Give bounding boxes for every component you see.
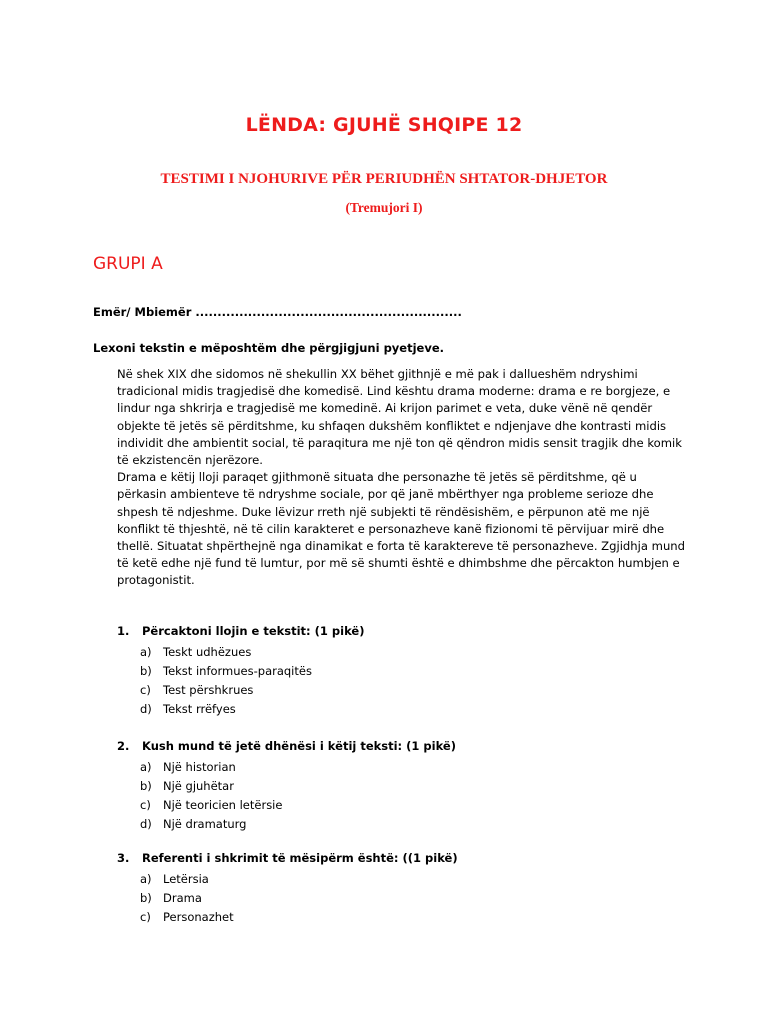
option-letter: b) [140,664,152,678]
passage-line: Në shek XIX dhe sidomos në shekullin XX bëhet gjithnjë e më pak i dallueshëm ndryshimi [117,367,638,381]
passage-line: përkasin ambienteve të ndryshme sociale, por që janë mbërthyer nga probleme serioze dhe [117,487,654,502]
subject-title: LËNDA: GJUHË SHQIPE 12 [245,114,523,136]
question-text: Përcaktoni llojin e tekstit: (1 pikë) [142,624,365,638]
question-text: Referenti i shkrimit të mësipërm është: ((1 pikë) [142,851,458,865]
passage-line: Drama e këtij lloji paraqet gjithmonë situata dhe personazhe të jetës së përditshme, që u [117,470,637,485]
instruction-text: Lexoni tekstin e mëposhtëm dhe përgjigjuni pyetjeve. [93,341,444,355]
question-number: 3. [117,851,130,865]
passage-line: shpesh të ndjeshme. Duke lëvizur rreth një subjekti të rëndësishëm, e përpunon atë me një [117,504,650,519]
option-letter: c) [140,683,151,697]
option-text: Personazhet [163,910,234,924]
option-letter: a) [140,760,152,774]
option-letter: b) [140,779,152,793]
option-letter: c) [140,798,151,812]
passage-line: të ekzistencën njerëzore. [117,453,263,468]
option-letter: c) [140,910,151,924]
question-number: 2. [117,739,130,753]
reading-passage [117,366,697,590]
option-letter: a) [140,872,152,886]
group-label: GRUPI A [93,254,163,274]
option-text: Tekst informues-paraqitës [163,664,312,678]
option-text: Letërsia [163,872,209,886]
option-text: Një teoricien letërsie [163,798,283,812]
option-text: Teskt udhëzues [163,645,252,659]
passage-line: individit dhe ambientit social, të paraqitura me një ton që qëndron midis sensit tragjik dhe komik [117,435,682,450]
passage-line: protagonistit. [117,573,195,588]
option-text: Një dramaturg [163,817,247,831]
option-text: Test përshkrues [163,683,254,697]
option-letter: d) [140,817,152,831]
passage-line: të ketë edhe një fund të lumtur, por më së shumti është e dhimbshme dhe përcakton humbjen e [117,556,680,571]
option-text: Drama [163,891,202,905]
term-label: (Tremujori I) [345,200,423,215]
option-letter: a) [140,645,152,659]
passage-line: konflikt të thjeshtë, në të cilin karakteret e personazheve kanë fizionomi të përvijuar mirë dhe [117,521,665,536]
passage-line: lindur nga shkrirja e tragjedisë me komedinë. Ai krijon parimet e veta, duke vënë në qendër [117,401,653,416]
option-letter: d) [140,702,152,716]
passage-line: tradicional midis tragjedisë dhe komedisë. Lind kështu drama moderne: drama e re borgjeze, e [117,384,671,399]
passage-line: objekte të jetës së përditshme, ku shfaqen dukshëm konfliktet e ndjenjave dhe kontrasti midis [117,418,667,433]
option-text: Tekst rrëfyes [163,702,236,716]
question-text: Kush mund të jetë dhënësi i këtij teksti: (1 pikë) [142,739,456,753]
passage-line: thellë. Situatat shpërthejnë nga dinamikat e forta të karaktereve të personazheve. Zgjidhja mund [117,539,685,554]
name-field: Emër/ Mbiemër ............................................................. [93,305,462,319]
option-text: Një historian [163,760,236,774]
question-number: 1. [117,624,130,638]
option-text: Një gjuhëtar [163,779,234,793]
option-letter: b) [140,891,152,905]
test-subtitle: TESTIMI I NJOHURIVE PËR PERIUDHËN SHTATOR-DHJETOR [160,171,608,187]
